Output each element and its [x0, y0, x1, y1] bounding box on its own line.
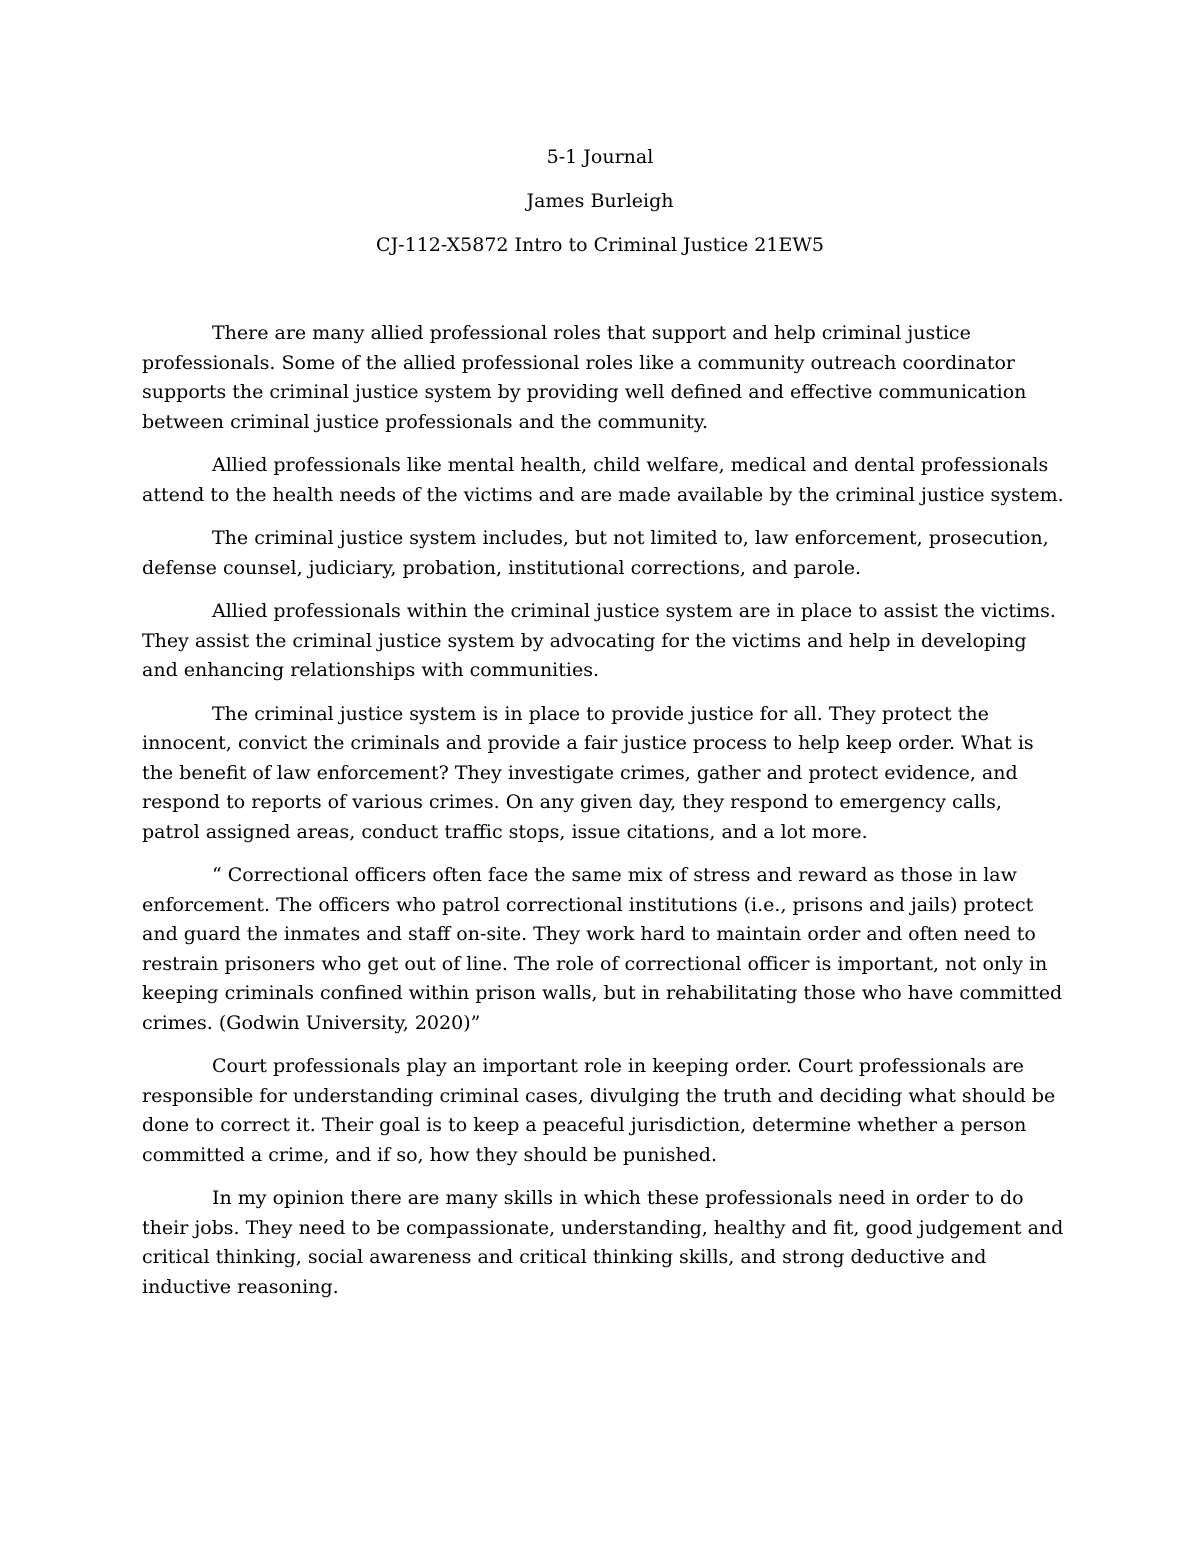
document-body	[142, 319, 1064, 1316]
quoted-paragraph: “ Correctional officers often face the same mix of stress and reward as those in law enforcement. The officers who patrol correctional institutions (i.e., prisons and jails) protect and guard the inmates and staff on-site. They work hard to maintain order and often need to restrain prisoners who get out of line. The role of correctional officer is important, not only in keeping criminals confined within prison walls, but in rehabilitating those who have committed crimes. (Godwin University, 2020)”	[142, 864, 1063, 1034]
document-title: 5-1 Journal	[546, 146, 654, 168]
paragraph: Allied professionals like mental health, child welfare, medical and dental professionals attend to the health needs of the victims and are made available by the criminal justice system.	[142, 454, 1064, 506]
paragraph: The criminal justice system includes, but not limited to, law enforcement, prosecution, defense counsel, judiciary, probation, institutional corrections, and parole.	[142, 527, 1049, 579]
paragraph: The criminal justice system is in place to provide justice for all. They protect the innocent, convict the criminals and provide a fair justice process to help keep order. What is the benefit of law enforcement? They investigate crimes, gather and protect evidence, and respond to reports of various crimes. On any given day, they respond to emergency calls, patrol assigned areas, conduct traffic stops, issue citations, and a lot more.	[142, 702, 1034, 843]
course-name: CJ-112-X5872 Intro to Criminal Justice 21EW5	[376, 234, 824, 256]
paragraph: There are many allied professional roles that support and help criminal justice professionals. Some of the allied professional roles like a community outreach coordinator supports the criminal justice system by providing well defined and effective communication between criminal justice professionals and the community.	[142, 322, 1027, 433]
author-name: James Burleigh	[526, 190, 674, 212]
paragraph: Allied professionals within the criminal justice system are in place to assist the victims. They assist the criminal justice system by advocating for the victims and help in developing and enhancing relationships with communities.	[142, 600, 1056, 681]
paragraph: Court professionals play an important role in keeping order. Court professionals are responsible for understanding criminal cases, divulging the truth and deciding what should be done to correct it. Their goal is to keep a peaceful jurisdiction, determine whether a person committed a crime, and if so, how they should be punished.	[142, 1055, 1056, 1166]
paragraph: In my opinion there are many skills in which these professionals need in order to do their jobs. They need to be compassionate, understanding, healthy and fit, good judgement and critical thinking, social awareness and critical thinking skills, and strong deductive and inductive reasoning.	[142, 1187, 1064, 1298]
